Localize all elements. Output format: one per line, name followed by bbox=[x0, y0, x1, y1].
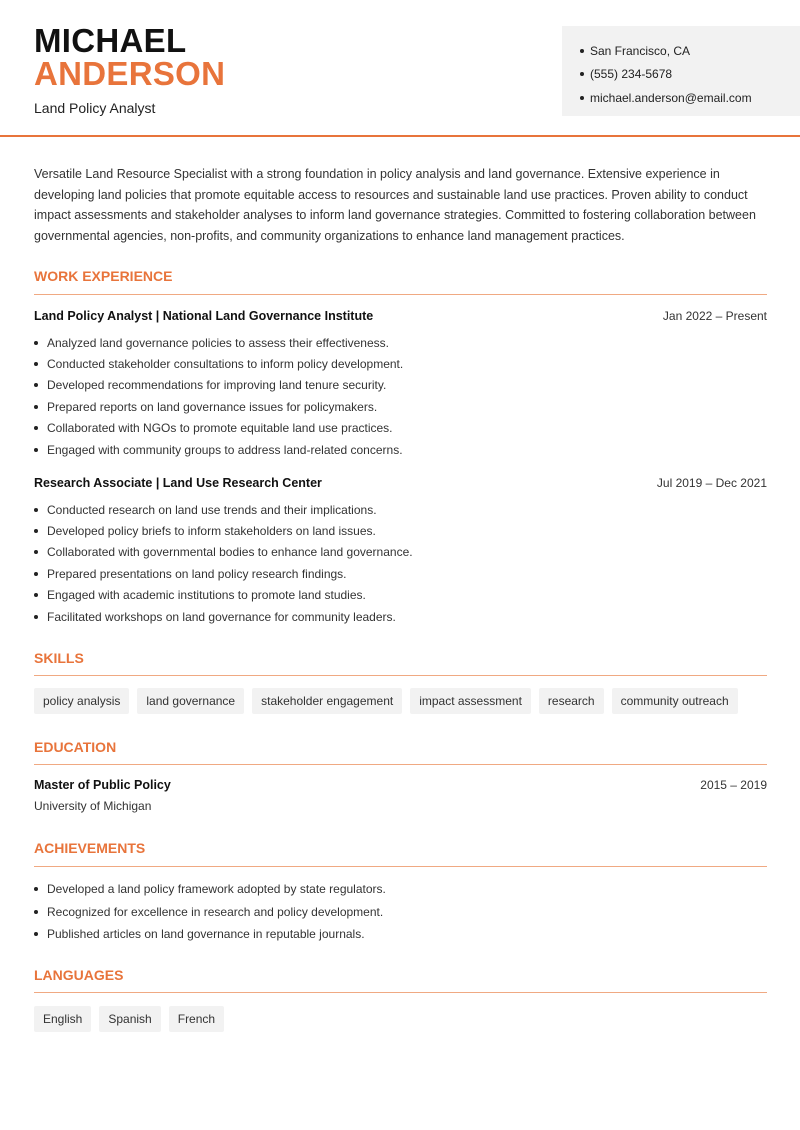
bullet-icon bbox=[34, 887, 38, 891]
summary-paragraph: Versatile Land Resource Specialist with a strong foundation in policy analysis and land governance. Extensive experience in developing land policies that promote equitable access to resources and sustainable land use practices. Proven ability to conduct impact assessments and stakeholder analyses to inform land governance strategies. Committed to fostering collaboration between governmental agencies, non-profits, and community organizations to enhance land management practices. bbox=[34, 167, 756, 243]
list-item: Facilitated workshops on land governance for community leaders. bbox=[34, 606, 767, 627]
section-divider bbox=[34, 675, 767, 676]
job-dates: Jul 2019 – Dec 2021 bbox=[656, 476, 767, 490]
job-entry-header bbox=[34, 476, 767, 490]
bullet-icon bbox=[34, 405, 38, 409]
list-item: Developed policy briefs to inform stakeholders on land issues. bbox=[34, 520, 767, 541]
section-divider bbox=[34, 294, 767, 295]
list-item: Published articles on land governance in reputable journals. bbox=[34, 923, 767, 946]
section-divider bbox=[34, 866, 767, 867]
job-entry-header bbox=[34, 309, 767, 323]
list-item: Engaged with academic institutions to promote land studies. bbox=[34, 585, 767, 606]
bullet-icon bbox=[34, 508, 38, 512]
list-item: Developed a land policy framework adopted by state regulators. bbox=[34, 878, 767, 901]
bullet-icon bbox=[34, 910, 38, 914]
contact-phone: (555) 234-5678 bbox=[580, 63, 800, 87]
section-divider bbox=[34, 992, 767, 993]
language-tag: French bbox=[169, 1006, 224, 1032]
list-item: Prepared presentations on land policy research findings. bbox=[34, 563, 767, 584]
bullet-icon bbox=[34, 448, 38, 452]
first-name: MICHAEL bbox=[34, 22, 187, 59]
job-role: Land Policy Analyst | National Land Governance Institute bbox=[34, 309, 374, 323]
skill-tag: stakeholder engagement bbox=[252, 688, 402, 714]
job-bullets bbox=[34, 499, 767, 627]
language-tag: English bbox=[34, 1006, 91, 1032]
list-item: Engaged with community groups to address land-related concerns. bbox=[34, 439, 767, 460]
education-entry-header bbox=[34, 778, 767, 792]
contact-location: San Francisco, CA bbox=[580, 39, 800, 63]
bullet-icon bbox=[34, 362, 38, 366]
list-item: Prepared reports on land governance issues for policymakers. bbox=[34, 396, 767, 417]
skills-heading: SKILLS bbox=[34, 650, 84, 666]
bullet-icon bbox=[34, 383, 38, 387]
contact-box bbox=[562, 26, 800, 116]
bullet-icon bbox=[34, 932, 38, 936]
job-dates: Jan 2022 – Present bbox=[662, 309, 767, 323]
section-divider bbox=[34, 764, 767, 765]
skill-tag: land governance bbox=[137, 688, 244, 714]
achievements-heading: ACHIEVEMENTS bbox=[34, 840, 146, 856]
skill-tag: research bbox=[539, 688, 604, 714]
bullet-icon bbox=[580, 96, 584, 100]
language-tags bbox=[34, 1006, 224, 1032]
language-tag: Spanish bbox=[99, 1006, 160, 1032]
list-item: Developed recommendations for improving land tenure security. bbox=[34, 375, 767, 396]
education-heading: EDUCATION bbox=[34, 739, 117, 755]
skill-tag: impact assessment bbox=[410, 688, 531, 714]
bullet-icon bbox=[34, 550, 38, 554]
achievement-bullets bbox=[34, 878, 767, 946]
list-item: Analyzed land governance policies to assess their effectiveness. bbox=[34, 332, 767, 353]
skill-tag: policy analysis bbox=[34, 688, 129, 714]
bullet-icon bbox=[34, 529, 38, 533]
bullet-icon bbox=[34, 341, 38, 345]
list-item: Collaborated with NGOs to promote equitable land use practices. bbox=[34, 418, 767, 439]
last-name: ANDERSON bbox=[34, 55, 226, 92]
skills-tags bbox=[34, 688, 738, 714]
job-bullets bbox=[34, 332, 767, 460]
list-item: Recognized for excellence in research and policy development. bbox=[34, 901, 767, 924]
work-experience-heading: WORK EXPERIENCE bbox=[34, 268, 173, 284]
bullet-icon bbox=[34, 426, 38, 430]
bullet-icon bbox=[34, 615, 38, 619]
resume-header bbox=[0, 0, 800, 137]
bullet-icon bbox=[34, 593, 38, 597]
bullet-icon bbox=[34, 572, 38, 576]
job-role: Research Associate | Land Use Research Center bbox=[34, 476, 322, 490]
skill-tag: community outreach bbox=[612, 688, 738, 714]
school-name: University of Michigan bbox=[34, 799, 152, 813]
list-item: Collaborated with governmental bodies to enhance land governance. bbox=[34, 542, 767, 563]
list-item: Conducted stakeholder consultations to inform policy development. bbox=[34, 353, 767, 374]
list-item: Conducted research on land use trends and their implications. bbox=[34, 499, 767, 520]
job-title: Land Policy Analyst bbox=[34, 100, 156, 116]
contact-email[interactable]: michael.anderson@email.com bbox=[580, 86, 800, 110]
bullet-icon bbox=[580, 49, 584, 53]
education-dates: 2015 – 2019 bbox=[700, 778, 767, 792]
degree: Master of Public Policy bbox=[34, 778, 171, 792]
bullet-icon bbox=[580, 72, 584, 76]
languages-heading: LANGUAGES bbox=[34, 967, 124, 983]
